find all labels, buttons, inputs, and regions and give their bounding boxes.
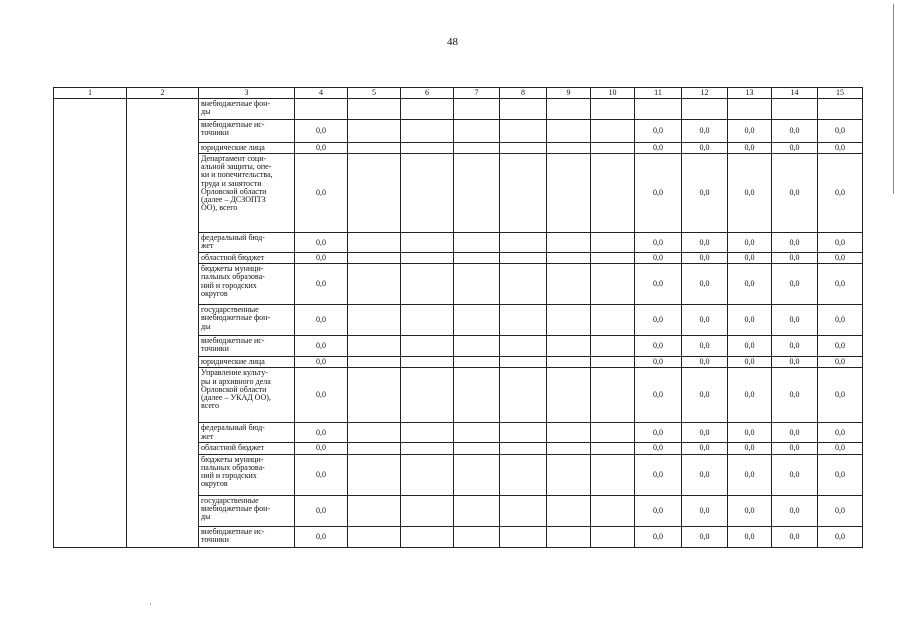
- cell-col-6: [401, 336, 454, 357]
- column-header-8: 8: [500, 88, 547, 99]
- cell-col-11: 0,0: [635, 264, 682, 305]
- cell-col-15: 0,0: [818, 264, 863, 305]
- cell-col-10: [591, 154, 635, 233]
- page-number: 48: [447, 36, 458, 48]
- cell-col-11: 0,0: [635, 495, 682, 526]
- cell-col-14: 0,0: [772, 368, 818, 423]
- cell-col-5: [348, 336, 401, 357]
- cell-col-6: [401, 368, 454, 423]
- cell-col-13: 0,0: [728, 143, 772, 154]
- cell-col-12: 0,0: [682, 154, 728, 233]
- cell-col-8: [500, 305, 547, 336]
- cell-col-15: 0,0: [818, 357, 863, 368]
- cell-col-7: [454, 423, 500, 443]
- cell-col-6: [401, 120, 454, 143]
- cell-col-6: [401, 495, 454, 526]
- column-header-14: 14: [772, 88, 818, 99]
- column-header-7: 7: [454, 88, 500, 99]
- column-header-11: 11: [635, 88, 682, 99]
- budget-table-wrapper: [53, 87, 863, 548]
- cell-col-10: [591, 454, 635, 495]
- scan-edge-line: [893, 4, 894, 194]
- row-label: юридические лица: [199, 143, 295, 154]
- cell-col-14: 0,0: [772, 454, 818, 495]
- cell-col-13: 0,0: [728, 120, 772, 143]
- cell-col-12: 0,0: [682, 264, 728, 305]
- table-header-row: [54, 88, 863, 99]
- column-header-9: 9: [547, 88, 591, 99]
- cell-col-14: 0,0: [772, 526, 818, 547]
- cell-col-13: 0,0: [728, 495, 772, 526]
- cell-col-7: [454, 443, 500, 454]
- cell-col-15: 0,0: [818, 336, 863, 357]
- row-label: внебюджетные фон- ды: [199, 99, 295, 120]
- row-label: государственные внебюджетные фон- ды: [199, 495, 295, 526]
- column-header-10: 10: [591, 88, 635, 99]
- cell-col-13: 0,0: [728, 526, 772, 547]
- column-header-5: 5: [348, 88, 401, 99]
- cell-col-5: [348, 253, 401, 264]
- cell-col-4: 0,0: [295, 443, 348, 454]
- merged-cell-col1: [54, 99, 127, 548]
- cell-col-12: 0,0: [682, 495, 728, 526]
- cell-col-11: 0,0: [635, 336, 682, 357]
- cell-col-8: [500, 368, 547, 423]
- cell-col-10: [591, 120, 635, 143]
- cell-col-9: [547, 526, 591, 547]
- cell-col-8: [500, 526, 547, 547]
- cell-col-4: 0,0: [295, 526, 348, 547]
- row-label: Управление культу- ры и архивного дела Орловской области (далее – УКАД ОО), всего: [199, 368, 295, 423]
- cell-col-10: [591, 443, 635, 454]
- cell-col-8: [500, 423, 547, 443]
- cell-col-13: 0,0: [728, 423, 772, 443]
- cell-col-6: [401, 443, 454, 454]
- cell-col-7: [454, 357, 500, 368]
- cell-col-15: 0,0: [818, 143, 863, 154]
- cell-col-15: 0,0: [818, 253, 863, 264]
- row-label: федеральный бюд- жет: [199, 423, 295, 443]
- cell-col-13: [728, 99, 772, 120]
- column-header-4: 4: [295, 88, 348, 99]
- cell-col-12: 0,0: [682, 368, 728, 423]
- cell-col-15: 0,0: [818, 120, 863, 143]
- cell-col-5: [348, 495, 401, 526]
- cell-col-10: [591, 357, 635, 368]
- cell-col-6: [401, 143, 454, 154]
- cell-col-9: [547, 99, 591, 120]
- cell-col-9: [547, 443, 591, 454]
- cell-col-12: 0,0: [682, 423, 728, 443]
- cell-col-14: [772, 99, 818, 120]
- cell-col-8: [500, 264, 547, 305]
- cell-col-8: [500, 357, 547, 368]
- cell-col-11: 0,0: [635, 454, 682, 495]
- row-label: областной бюджет: [199, 253, 295, 264]
- cell-col-13: 0,0: [728, 443, 772, 454]
- cell-col-10: [591, 233, 635, 253]
- cell-col-13: 0,0: [728, 368, 772, 423]
- cell-col-6: [401, 454, 454, 495]
- cell-col-9: [547, 305, 591, 336]
- row-label: областной бюджет: [199, 443, 295, 454]
- cell-col-4: 0,0: [295, 495, 348, 526]
- cell-col-13: 0,0: [728, 357, 772, 368]
- cell-col-12: 0,0: [682, 336, 728, 357]
- cell-col-11: 0,0: [635, 143, 682, 154]
- cell-col-9: [547, 495, 591, 526]
- cell-col-15: 0,0: [818, 454, 863, 495]
- cell-col-10: [591, 423, 635, 443]
- cell-col-4: 0,0: [295, 305, 348, 336]
- cell-col-15: [818, 99, 863, 120]
- cell-col-9: [547, 454, 591, 495]
- cell-col-4: 0,0: [295, 454, 348, 495]
- row-label: внебюджетные ис- точники: [199, 526, 295, 547]
- cell-col-7: [454, 120, 500, 143]
- cell-col-10: [591, 264, 635, 305]
- column-header-1: 1: [54, 88, 127, 99]
- cell-col-12: 0,0: [682, 120, 728, 143]
- cell-col-4: 0,0: [295, 357, 348, 368]
- cell-col-11: 0,0: [635, 233, 682, 253]
- cell-col-15: 0,0: [818, 233, 863, 253]
- cell-col-7: [454, 264, 500, 305]
- cell-col-5: [348, 264, 401, 305]
- cell-col-5: [348, 526, 401, 547]
- cell-col-6: [401, 99, 454, 120]
- cell-col-7: [454, 368, 500, 423]
- cell-col-8: [500, 120, 547, 143]
- cell-col-7: [454, 495, 500, 526]
- cell-col-6: [401, 423, 454, 443]
- cell-col-7: [454, 305, 500, 336]
- cell-col-5: [348, 233, 401, 253]
- cell-col-15: 0,0: [818, 495, 863, 526]
- cell-col-15: 0,0: [818, 154, 863, 233]
- cell-col-11: 0,0: [635, 368, 682, 423]
- cell-col-11: [635, 99, 682, 120]
- cell-col-7: [454, 154, 500, 233]
- scan-mark: [150, 603, 151, 605]
- cell-col-8: [500, 143, 547, 154]
- cell-col-11: 0,0: [635, 443, 682, 454]
- row-label: внебюджетные ис- точники: [199, 336, 295, 357]
- cell-col-6: [401, 233, 454, 253]
- cell-col-7: [454, 454, 500, 495]
- cell-col-13: 0,0: [728, 233, 772, 253]
- row-label: Департамент соци- альной защиты, опе- ки и попечительства, труда и занятости Орловской области (далее – ДСЗОПТЗ ОО), всего: [199, 154, 295, 233]
- cell-col-4: 0,0: [295, 264, 348, 305]
- cell-col-4: 0,0: [295, 233, 348, 253]
- column-header-2: 2: [127, 88, 199, 99]
- cell-col-12: 0,0: [682, 253, 728, 264]
- cell-col-4: 0,0: [295, 120, 348, 143]
- column-header-15: 15: [818, 88, 863, 99]
- cell-col-11: 0,0: [635, 253, 682, 264]
- cell-col-11: 0,0: [635, 423, 682, 443]
- column-header-13: 13: [728, 88, 772, 99]
- cell-col-7: [454, 143, 500, 154]
- cell-col-6: [401, 305, 454, 336]
- cell-col-13: 0,0: [728, 454, 772, 495]
- cell-col-8: [500, 154, 547, 233]
- cell-col-6: [401, 253, 454, 264]
- cell-col-6: [401, 154, 454, 233]
- cell-col-5: [348, 357, 401, 368]
- cell-col-4: 0,0: [295, 423, 348, 443]
- cell-col-8: [500, 495, 547, 526]
- merged-cell-col2: [127, 99, 199, 548]
- cell-col-15: 0,0: [818, 368, 863, 423]
- cell-col-12: 0,0: [682, 526, 728, 547]
- cell-col-12: 0,0: [682, 305, 728, 336]
- cell-col-14: 0,0: [772, 143, 818, 154]
- column-header-6: 6: [401, 88, 454, 99]
- cell-col-9: [547, 264, 591, 305]
- cell-col-14: 0,0: [772, 443, 818, 454]
- cell-col-7: [454, 336, 500, 357]
- cell-col-7: [454, 526, 500, 547]
- cell-col-11: 0,0: [635, 357, 682, 368]
- cell-col-9: [547, 143, 591, 154]
- cell-col-9: [547, 233, 591, 253]
- cell-col-12: 0,0: [682, 454, 728, 495]
- cell-col-12: 0,0: [682, 443, 728, 454]
- cell-col-7: [454, 99, 500, 120]
- cell-col-5: [348, 305, 401, 336]
- row-label: бюджеты муници- пальных образова- ний и городских округов: [199, 454, 295, 495]
- cell-col-8: [500, 233, 547, 253]
- cell-col-15: 0,0: [818, 423, 863, 443]
- cell-col-9: [547, 336, 591, 357]
- cell-col-10: [591, 305, 635, 336]
- cell-col-10: [591, 368, 635, 423]
- cell-col-8: [500, 443, 547, 454]
- cell-col-10: [591, 253, 635, 264]
- row-label: бюджеты муници- пальных образова- ний и городских округов: [199, 264, 295, 305]
- cell-col-7: [454, 233, 500, 253]
- cell-col-13: 0,0: [728, 253, 772, 264]
- cell-col-10: [591, 526, 635, 547]
- cell-col-9: [547, 154, 591, 233]
- cell-col-5: [348, 443, 401, 454]
- cell-col-12: [682, 99, 728, 120]
- cell-col-14: 0,0: [772, 154, 818, 233]
- cell-col-15: 0,0: [818, 305, 863, 336]
- row-label: внебюджетные ис- точники: [199, 120, 295, 143]
- column-header-12: 12: [682, 88, 728, 99]
- cell-col-15: 0,0: [818, 443, 863, 454]
- cell-col-10: [591, 99, 635, 120]
- cell-col-10: [591, 143, 635, 154]
- cell-col-6: [401, 357, 454, 368]
- cell-col-13: 0,0: [728, 305, 772, 336]
- cell-col-14: 0,0: [772, 253, 818, 264]
- cell-col-5: [348, 423, 401, 443]
- cell-col-5: [348, 154, 401, 233]
- cell-col-10: [591, 495, 635, 526]
- cell-col-14: 0,0: [772, 336, 818, 357]
- cell-col-14: 0,0: [772, 357, 818, 368]
- cell-col-11: 0,0: [635, 154, 682, 233]
- cell-col-9: [547, 423, 591, 443]
- cell-col-14: 0,0: [772, 495, 818, 526]
- cell-col-8: [500, 253, 547, 264]
- cell-col-8: [500, 454, 547, 495]
- cell-col-4: 0,0: [295, 154, 348, 233]
- cell-col-4: 0,0: [295, 368, 348, 423]
- row-label: федеральный бюд- жет: [199, 233, 295, 253]
- cell-col-5: [348, 99, 401, 120]
- cell-col-6: [401, 264, 454, 305]
- cell-col-14: 0,0: [772, 423, 818, 443]
- cell-col-11: 0,0: [635, 120, 682, 143]
- cell-col-4: 0,0: [295, 143, 348, 154]
- column-header-3: 3: [199, 88, 295, 99]
- cell-col-13: 0,0: [728, 264, 772, 305]
- cell-col-7: [454, 253, 500, 264]
- cell-col-5: [348, 120, 401, 143]
- cell-col-9: [547, 120, 591, 143]
- cell-col-12: 0,0: [682, 143, 728, 154]
- cell-col-12: 0,0: [682, 233, 728, 253]
- cell-col-13: 0,0: [728, 154, 772, 233]
- cell-col-5: [348, 368, 401, 423]
- cell-col-13: 0,0: [728, 336, 772, 357]
- cell-col-4: [295, 99, 348, 120]
- cell-col-11: 0,0: [635, 305, 682, 336]
- cell-col-6: [401, 526, 454, 547]
- cell-col-8: [500, 99, 547, 120]
- cell-col-10: [591, 336, 635, 357]
- row-label: государственные внебюджетные фон- ды: [199, 305, 295, 336]
- cell-col-11: 0,0: [635, 526, 682, 547]
- table-body: [54, 88, 863, 548]
- cell-col-9: [547, 368, 591, 423]
- cell-col-14: 0,0: [772, 305, 818, 336]
- cell-col-8: [500, 336, 547, 357]
- cell-col-14: 0,0: [772, 233, 818, 253]
- cell-col-12: 0,0: [682, 357, 728, 368]
- cell-col-9: [547, 357, 591, 368]
- cell-col-4: 0,0: [295, 253, 348, 264]
- table-row: [54, 99, 863, 120]
- cell-col-5: [348, 143, 401, 154]
- cell-col-5: [348, 454, 401, 495]
- budget-table: [53, 87, 863, 548]
- cell-col-9: [547, 253, 591, 264]
- cell-col-15: 0,0: [818, 526, 863, 547]
- cell-col-14: 0,0: [772, 120, 818, 143]
- cell-col-4: 0,0: [295, 336, 348, 357]
- row-label: юридические лица: [199, 357, 295, 368]
- cell-col-14: 0,0: [772, 264, 818, 305]
